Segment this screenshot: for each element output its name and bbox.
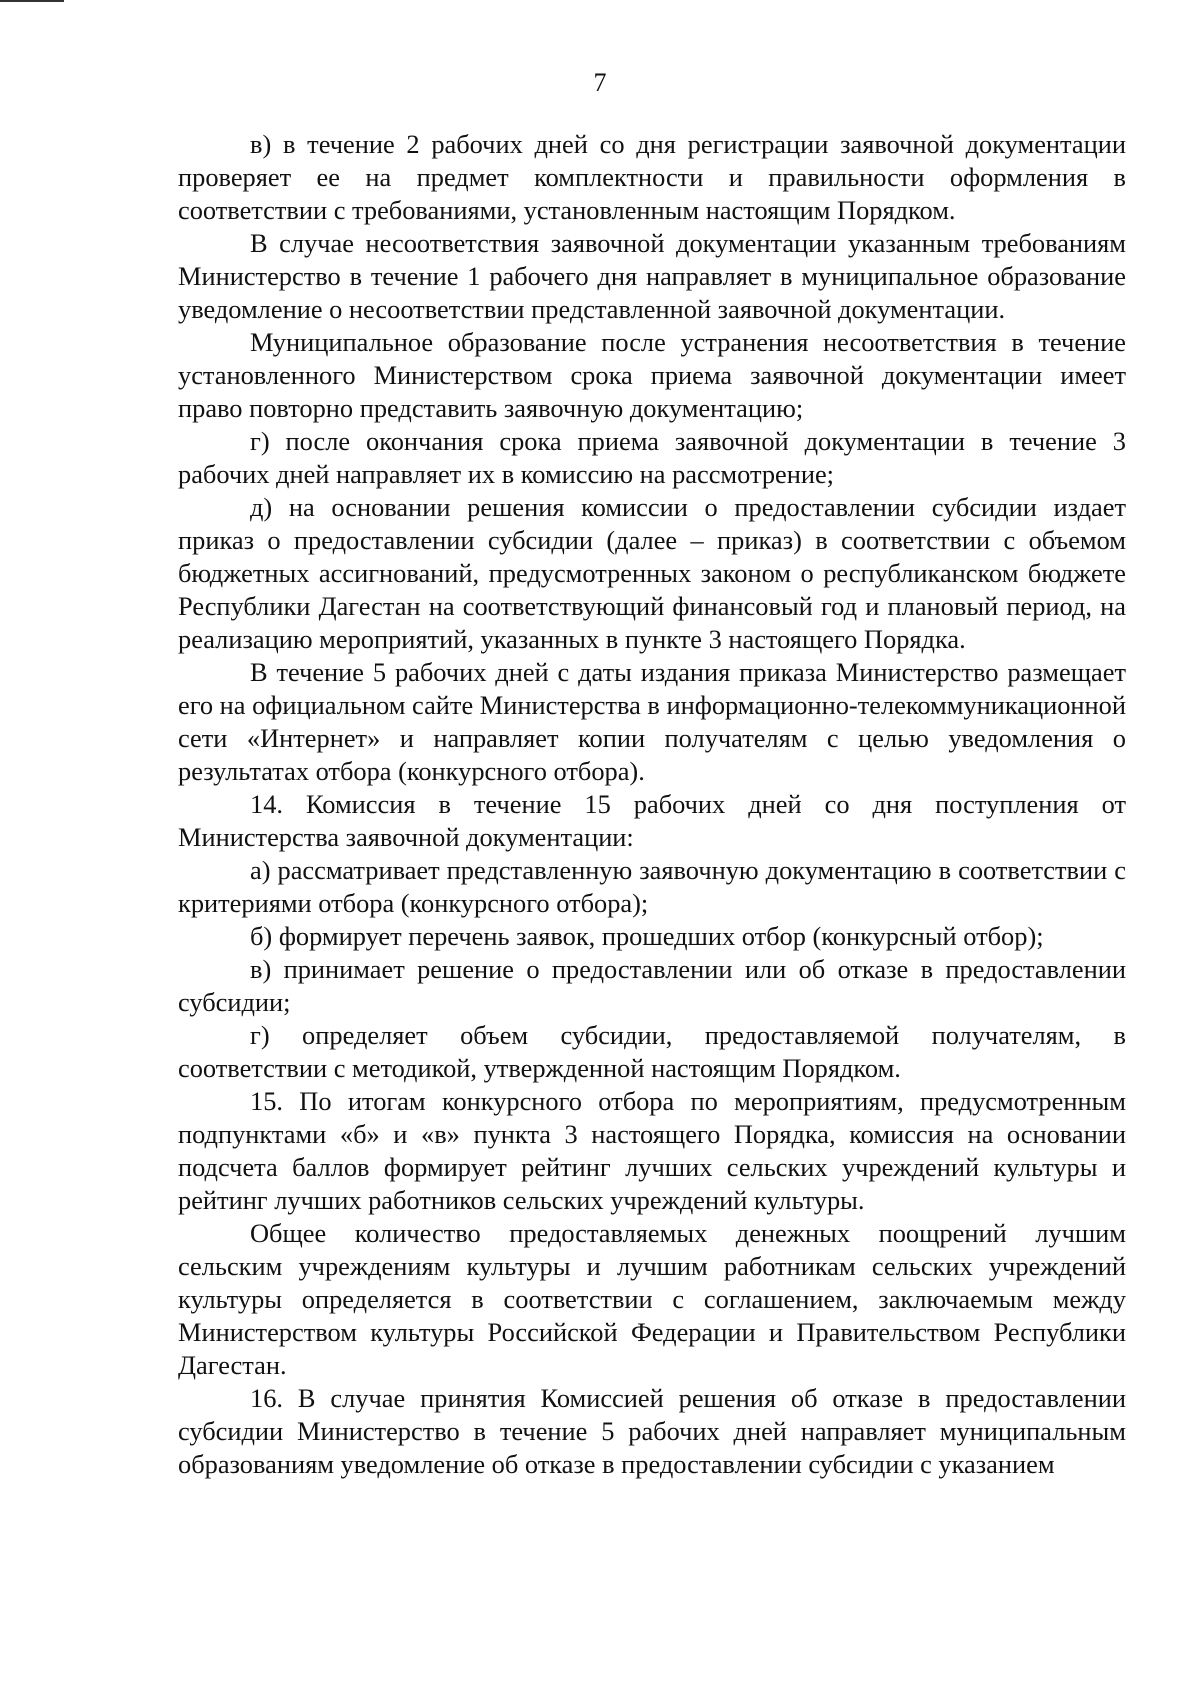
paragraph-14-commission: 14. Комиссия в течение 15 рабочих дней со дня поступления от Министерства заявочной документации: xyxy=(178,789,1126,852)
paragraph-v-registration-check: в) в течение 2 рабочих дней со дня регистрации заявочной документации проверяет ее на предмет комплектности и правильности оформления в соответствии с требованиями, установленным настоящим Порядком. xyxy=(178,129,1126,225)
paragraph-nonconformity-notice: В случае несоответствия заявочной документации указанным требованиям Министерство в течение 1 рабочего дня направляет в муниципальное образование уведомление о несоответствии представленной заявочной документации. xyxy=(178,228,1126,324)
paragraph-16-refusal: 16. В случае принятия Комиссией решения об отказе в предоставлении субсидии Министерство в течение 5 рабочих дней направляет муниципальным образованиям уведомление об отказе в предоставлении субсидии с указанием xyxy=(178,1383,1126,1479)
paragraph-d-order-issuance: д) на основании решения комиссии о предоставлении субсидии издает приказ о предоставлении субсидии (далее – приказ) в соответствии с объемом бюджетных ассигнований, предусмотренных законом о республиканском бюджете Республики Дагестан на соответствующий финансовый год и плановый период, на реализацию мероприятий, указанных в пункте 3 настоящего Порядка. xyxy=(178,492,1126,654)
paragraph-14v-decision: в) принимает решение о предоставлении или об отказе в предоставлении субсидии; xyxy=(178,954,1126,1017)
paragraph-order-publication: В течение 5 рабочих дней с даты издания приказа Министерство размещает его на официальном сайте Министерства в информационно-телекоммуникационной сети «Интернет» и направляет копии получателям с целью уведомления о результатах отбора (конкурсного отбора). xyxy=(178,657,1126,786)
scan-edge-mark xyxy=(0,0,64,2)
paragraph-resubmission-right: Муниципальное образование после устранения несоответствия в течение установленного Министерством срока приема заявочной документации имеет право повторно представить заявочную документацию; xyxy=(178,327,1126,423)
page-number: 7 xyxy=(593,68,607,97)
paragraph-14a-review: а) рассматривает представленную заявочную документацию в соответствии с критериями отбора (конкурсного отбора); xyxy=(178,855,1126,918)
paragraph-14b-list: б) формирует перечень заявок, прошедших отбор (конкурсный отбор); xyxy=(250,921,1044,951)
document-body xyxy=(178,128,1126,1481)
paragraph-incentives-count: Общее количество предоставляемых денежных поощрений лучшим сельским учреждениям культуры и лучшим работникам сельских учреждений культуры определяется в соответствии с соглашением, заключаемым между Министерством культуры Российской Федерации и Правительством Республики Дагестан. xyxy=(178,1218,1126,1380)
paragraph-15-rating: 15. По итогам конкурсного отбора по мероприятиям, предусмотренным подпунктами «б» и «в» пункта 3 настоящего Порядка, комиссия на основании подсчета баллов формирует рейтинг лучших сельских учреждений культуры и рейтинг лучших работников сельских учреждений культуры. xyxy=(178,1086,1126,1215)
paragraph-g-send-to-commission: г) после окончания срока приема заявочной документации в течение 3 рабочих дней направляет их в комиссию на рассмотрение; xyxy=(178,426,1126,489)
paragraph-14g-subsidy-amount: г) определяет объем субсидии, предоставляемой получателям, в соответствии с методикой, утвержденной настоящим Порядком. xyxy=(178,1020,1126,1083)
